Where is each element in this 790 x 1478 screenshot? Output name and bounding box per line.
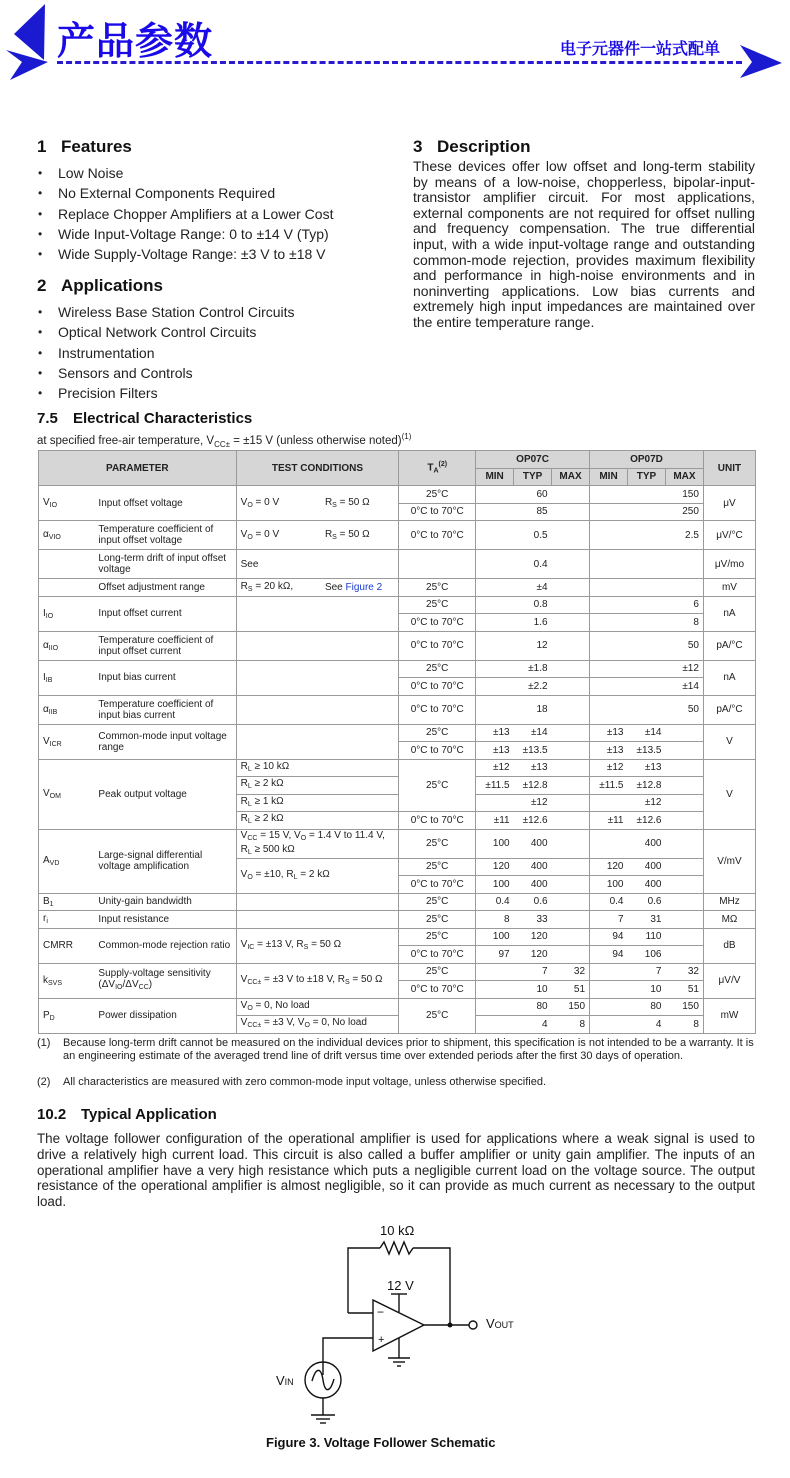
d-min: ±13 [590, 742, 628, 760]
voltage-follower-schematic [260, 1215, 540, 1435]
plus-label: + [378, 1334, 385, 1346]
c-typ: 18 [514, 695, 552, 724]
d-typ: 7 [628, 963, 666, 981]
test-condition: $V_O = 0$ V [236, 521, 321, 550]
d-max: 150 [665, 998, 703, 1016]
param-name: Offset adjustment range [94, 579, 236, 597]
banner-subtitle: 电子元器件一站式配单 [560, 39, 721, 58]
table-row [39, 724, 756, 742]
header-typ: TYP [628, 468, 666, 486]
footnote-1: (1) Because long-term drift cannot be measured on the individual devices prior to shipment, this specification is not intended to be a warranty. It is an engineering estimate of the averaged trend line of drift versus time over extended periods after the first 30 days of operation. [37, 1037, 754, 1062]
param-name: Input bias current [94, 660, 236, 695]
c-typ: 7 [514, 963, 552, 981]
list-item: • Precision Filters [37, 383, 397, 403]
d-min: ±11 [590, 812, 628, 830]
unit-cell: μV/mo [703, 550, 755, 579]
features-list [37, 163, 397, 264]
d-typ: 31 [628, 911, 666, 929]
resistor-label: 10 kΩ [380, 1223, 415, 1238]
output-terminal [469, 1321, 477, 1329]
param-symbol: $I_{IB}$ [39, 660, 95, 695]
test-condition: See [236, 550, 399, 579]
vout-label: VOUT [486, 1316, 514, 1331]
d-min: 7 [590, 911, 628, 929]
c-min: 120 [476, 858, 514, 876]
table-row [39, 521, 756, 550]
c-typ: 400 [514, 829, 552, 858]
ta-cell: 0°C to 70°C [399, 695, 476, 724]
ta-cell: 25°C [399, 893, 476, 911]
c-min: ±13 [476, 724, 514, 742]
d-max: 8 [665, 1016, 703, 1034]
d-typ: ±12 [628, 794, 666, 812]
ta-cell: 25°C [399, 998, 476, 1033]
feedback-wire [348, 1248, 380, 1313]
d-typ: ±14 [628, 724, 666, 742]
c-typ: ±12.6 [514, 812, 552, 830]
ta-cell: 0°C to 70°C [399, 876, 476, 894]
c-typ: 400 [514, 876, 552, 894]
c-min: 100 [476, 928, 514, 946]
d-min: 100 [590, 876, 628, 894]
test-condition: $R_S = 50$ Ω [321, 486, 399, 521]
c-typ: 1.6 [514, 614, 552, 632]
unit-cell: pA/°C [703, 695, 755, 724]
feedback-wire-right [413, 1248, 450, 1325]
electrical-heading: 7.5 Electrical Characteristics [37, 410, 253, 427]
d-max: 2.5 [665, 521, 703, 550]
param-name: Unity-gain bandwidth [94, 893, 236, 911]
left-arrow-icon [6, 4, 48, 80]
unit-cell: mV [703, 579, 755, 597]
param-name: Large-signal differential voltage amplification [94, 829, 236, 893]
table-header-row [39, 451, 756, 469]
unit-cell: nA [703, 660, 755, 695]
param-name: Input offset voltage [94, 486, 236, 521]
table-row [39, 963, 756, 981]
d-typ: 400 [628, 858, 666, 876]
c-max: 51 [552, 981, 590, 999]
ta-cell: 0°C to 70°C [399, 981, 476, 999]
footnote-ref[interactable]: (1) [401, 432, 412, 441]
d-max: 50 [665, 631, 703, 660]
junction-dot [448, 1323, 453, 1328]
electrical-characteristics-table [38, 450, 756, 1034]
c-typ: 33 [514, 911, 552, 929]
table-row [39, 631, 756, 660]
ta-cell: 25°C [399, 858, 476, 876]
d-max: 32 [665, 963, 703, 981]
unit-cell: μV/V [703, 963, 755, 998]
unit-cell: MHz [703, 893, 755, 911]
c-typ: 80 [514, 998, 552, 1016]
header-op07d: OP07D [590, 451, 704, 469]
header-parameter: PARAMETER [39, 451, 237, 486]
c-typ: 0.8 [514, 596, 552, 614]
c-min: 8 [476, 911, 514, 929]
d-max: 51 [665, 981, 703, 999]
test-condition: See Figure 2 [321, 579, 399, 597]
test-condition: $V_O = \pm 10$, $R_L = 2$ kΩ [236, 858, 399, 893]
c-typ: 12 [514, 631, 552, 660]
unit-cell: μV/°C [703, 521, 755, 550]
c-min: 100 [476, 876, 514, 894]
d-max: 6 [665, 596, 703, 614]
description-heading: 3 Description [413, 137, 531, 156]
c-min: ±11.5 [476, 777, 514, 795]
d-typ: 400 [628, 876, 666, 894]
ta-cell: 25°C [399, 579, 476, 597]
ta-cell: 25°C [399, 829, 476, 858]
list-item: • Wide Supply-Voltage Range: ±3 V to ±18 V [37, 244, 397, 264]
param-symbol: $\alpha_{IIB}$ [39, 695, 95, 724]
header-max: MAX [665, 468, 703, 486]
param-symbol: $\alpha_{IIO}$ [39, 631, 95, 660]
c-typ: 0.6 [514, 893, 552, 911]
param-symbol: $V_{ICR}$ [39, 724, 95, 759]
test-condition: $R_L \ge 2$ kΩ [236, 812, 399, 830]
param-name: Power dissipation [94, 998, 236, 1033]
resistor-icon [380, 1242, 413, 1254]
d-min: 120 [590, 858, 628, 876]
unit-cell: V [703, 759, 755, 829]
minus-label: − [377, 1305, 385, 1319]
param-name: Temperature coefficient of input offset current [94, 631, 236, 660]
list-item: • Sensors and Controls [37, 363, 397, 383]
c-max: 8 [552, 1016, 590, 1034]
ta-cell: 0°C to 70°C [399, 631, 476, 660]
list-item: • Wide Input-Voltage Range: 0 to ±14 V (Typ) [37, 224, 397, 244]
typical-application-text: The voltage follower configuration of the operational amplifier is used for applications where a weak signal is used to drive a relatively high current load. This circuit is also called a buffer amplifier or unity gain amplifier. The inputs of an operational amplifier have a very high resistance which puts a negligible current load on the voltage source. The output resistance of the operational amplifier is almost negligible, so it can provide as much current as necessary to the output load. [37, 1131, 755, 1210]
unit-cell: dB [703, 928, 755, 963]
table-row [39, 893, 756, 911]
d-max: ±14 [665, 678, 703, 696]
applications-heading: 2 Applications [37, 276, 164, 295]
c-typ: 0.5 [514, 521, 552, 550]
param-symbol: CMRR [39, 928, 95, 963]
table-row [39, 759, 756, 777]
features-section [37, 137, 397, 264]
list-item: • No External Components Required [37, 183, 397, 203]
c-typ: 120 [514, 928, 552, 946]
test-condition: $V_{IC} = \pm 13$ V, $R_S = 50$ Ω [236, 928, 399, 963]
param-name: Input resistance [94, 911, 236, 929]
list-item: • Replace Chopper Amplifiers at a Lower Cost [37, 204, 397, 224]
table-row [39, 579, 756, 597]
param-name: Common-mode input voltage range [94, 724, 236, 759]
d-typ: 0.6 [628, 893, 666, 911]
c-typ: ±1.8 [514, 660, 552, 678]
ta-cell: 0°C to 70°C [399, 742, 476, 760]
unit-cell: nA [703, 596, 755, 631]
header-ta: $T_A^{(2)}$ [399, 451, 476, 486]
param-name: Temperature coefficient of input bias current [94, 695, 236, 724]
test-condition: $V_{CC\pm} = \pm 3$ V to ±18 V, $R_S = 50$ Ω [236, 963, 399, 998]
table-row [39, 998, 756, 1016]
c-typ: 10 [514, 981, 552, 999]
ta-cell: 25°C [399, 963, 476, 981]
c-typ: ±12 [514, 794, 552, 812]
test-condition: $V_{CC\pm} = \pm 3$ V, $V_O = 0$, No load [236, 1016, 399, 1034]
d-typ: 110 [628, 928, 666, 946]
c-typ: ±13 [514, 759, 552, 777]
unit-cell: MΩ [703, 911, 755, 929]
ta-cell: 25°C [399, 660, 476, 678]
header-typ: TYP [514, 468, 552, 486]
param-symbol: $I_{IO}$ [39, 596, 95, 631]
c-typ: ±4 [514, 579, 552, 597]
d-typ: 4 [628, 1016, 666, 1034]
param-name: Temperature coefficient of input offset voltage [94, 521, 236, 550]
table-row [39, 695, 756, 724]
d-max: 150 [665, 486, 703, 504]
d-max: 50 [665, 695, 703, 724]
d-min: ±13 [590, 724, 628, 742]
header-min: MIN [476, 468, 514, 486]
test-condition: $V_O = 0$, No load [236, 998, 399, 1016]
param-symbol: $\alpha_{VIO}$ [39, 521, 95, 550]
param-name: Common-mode rejection ratio [94, 928, 236, 963]
test-condition: $R_S = 20$ kΩ, [236, 579, 321, 597]
c-typ: 400 [514, 858, 552, 876]
applications-section [37, 276, 397, 403]
banner [0, 0, 790, 90]
description-section [413, 137, 755, 331]
test-condition: $R_L \ge 2$ kΩ [236, 777, 399, 795]
ta-cell: 25°C [399, 911, 476, 929]
ta-cell: 25°C [399, 759, 476, 812]
table-row [39, 911, 756, 929]
c-min: 0.4 [476, 893, 514, 911]
supply-label: 12 V [387, 1278, 414, 1293]
table-row [39, 928, 756, 946]
c-typ: 60 [514, 486, 552, 504]
ta-cell: 0°C to 70°C [399, 614, 476, 632]
electrical-subtitle: at specified free-air temperature, $V_{CC\pm} = \pm 15$ V (unless otherwise noted)$^{(1)}$ [37, 432, 412, 450]
c-max: 32 [552, 963, 590, 981]
ta-cell: 0°C to 70°C [399, 521, 476, 550]
vin-label: VIN [276, 1373, 294, 1388]
c-typ: 85 [514, 503, 552, 521]
test-condition: $V_{CC} = 15$ V, $V_O = 1.4$ V to 11.4 V, $R_L \ge 500$ kΩ [236, 829, 399, 858]
d-min: 94 [590, 928, 628, 946]
param-symbol: $B_1$ [39, 893, 95, 911]
description-text: These devices offer low offset and long-term stability by means of a low-noise, chopperless, bipolar-input-transistor amplifier circuit. For most applications, external components are not required for offset nulling and frequency compensation. The true differential input, with a wide input-voltage range and outstanding common-mode rejection, provides maximum flexibility and performance in high-noise environments and in noninverting applications. Low bias currents and extremely high input impedances are maintained over the entire temperature range. [413, 158, 755, 330]
ta-cell: 0°C to 70°C [399, 812, 476, 830]
ta-cell: 25°C [399, 724, 476, 742]
test-condition: $R_S = 50$ Ω [321, 521, 399, 550]
header-test-conditions: TEST CONDITIONS [236, 451, 399, 486]
d-typ: 106 [628, 946, 666, 964]
d-min: 0.4 [590, 893, 628, 911]
c-typ: ±12.8 [514, 777, 552, 795]
param-symbol: $k_{SVS}$ [39, 963, 95, 998]
c-typ: ±13.5 [514, 742, 552, 760]
param-name: Long-term drift of input offset voltage [94, 550, 236, 579]
unit-cell: μV [703, 486, 755, 521]
list-item: • Wireless Base Station Control Circuits [37, 302, 397, 322]
applications-list [37, 302, 397, 403]
ta-cell: 25°C [399, 596, 476, 614]
test-condition: $V_O = 0$ V [236, 486, 321, 521]
table-row [39, 660, 756, 678]
d-max: 8 [665, 614, 703, 632]
param-symbol: $A_{VD}$ [39, 829, 95, 893]
figure-2-link[interactable]: Figure 2 [345, 581, 383, 593]
unit-cell: mW [703, 998, 755, 1033]
d-min: ±11.5 [590, 777, 628, 795]
list-item: • Optical Network Control Circuits [37, 322, 397, 342]
param-symbol: $V_{IO}$ [39, 486, 95, 521]
table-row [39, 550, 756, 579]
c-typ: 4 [514, 1016, 552, 1034]
d-max: ±12 [665, 660, 703, 678]
table-row [39, 829, 756, 858]
footnote-2: (2) All characteristics are measured with zero common-mode input voltage, unless otherwise specified. [37, 1076, 546, 1088]
param-name: Supply-voltage sensitivity $(\Delta V_{IO}/\Delta V_{CC})$ [94, 963, 236, 998]
param-symbol: $V_{OM}$ [39, 759, 95, 829]
d-typ: 10 [628, 981, 666, 999]
right-arrow-icon [740, 45, 782, 78]
c-max: 150 [552, 998, 590, 1016]
d-typ: 80 [628, 998, 666, 1016]
c-typ: ±2.2 [514, 678, 552, 696]
table-row [39, 486, 756, 504]
d-typ: ±13.5 [628, 742, 666, 760]
c-typ: 120 [514, 946, 552, 964]
d-typ: ±12.6 [628, 812, 666, 830]
d-min: 94 [590, 946, 628, 964]
d-min: ±12 [590, 759, 628, 777]
c-typ: ±14 [514, 724, 552, 742]
param-name: Input offset current [94, 596, 236, 631]
c-min: 97 [476, 946, 514, 964]
typical-application-heading: 10.2 Typical Application [37, 1106, 217, 1123]
ta-cell: 0°C to 70°C [399, 503, 476, 521]
c-min: ±13 [476, 742, 514, 760]
header-max: MAX [552, 468, 590, 486]
d-max: 250 [665, 503, 703, 521]
ta-cell: 25°C [399, 486, 476, 504]
list-item: • Instrumentation [37, 343, 397, 363]
ta-cell: 25°C [399, 928, 476, 946]
unit-cell: V/mV [703, 829, 755, 893]
c-min: ±11 [476, 812, 514, 830]
ta-cell: 0°C to 70°C [399, 946, 476, 964]
list-item: • Low Noise [37, 163, 397, 183]
test-condition: $R_L \ge 1$ kΩ [236, 794, 399, 812]
unit-cell: V [703, 724, 755, 759]
test-condition: $R_L \ge 10$ kΩ [236, 759, 399, 777]
ta-cell: 0°C to 70°C [399, 678, 476, 696]
param-symbol: $P_D$ [39, 998, 95, 1033]
d-typ: ±12.8 [628, 777, 666, 795]
c-min: 100 [476, 829, 514, 858]
c-min: ±12 [476, 759, 514, 777]
figure-caption: Figure 3. Voltage Follower Schematic [266, 1435, 496, 1450]
header-unit: UNIT [703, 451, 755, 486]
param-name: Peak output voltage [94, 759, 236, 829]
header-min: MIN [590, 468, 628, 486]
features-heading: 1 Features [37, 137, 132, 156]
banner-dashed-line [57, 61, 742, 64]
table-row [39, 596, 756, 614]
unit-cell: pA/°C [703, 631, 755, 660]
banner-title: 产品参数 [57, 19, 214, 63]
d-typ: ±13 [628, 759, 666, 777]
header-op07c: OP07C [476, 451, 590, 469]
d-typ: 400 [628, 829, 666, 858]
param-symbol: $r_i$ [39, 911, 95, 929]
c-typ: 0.4 [514, 550, 552, 579]
